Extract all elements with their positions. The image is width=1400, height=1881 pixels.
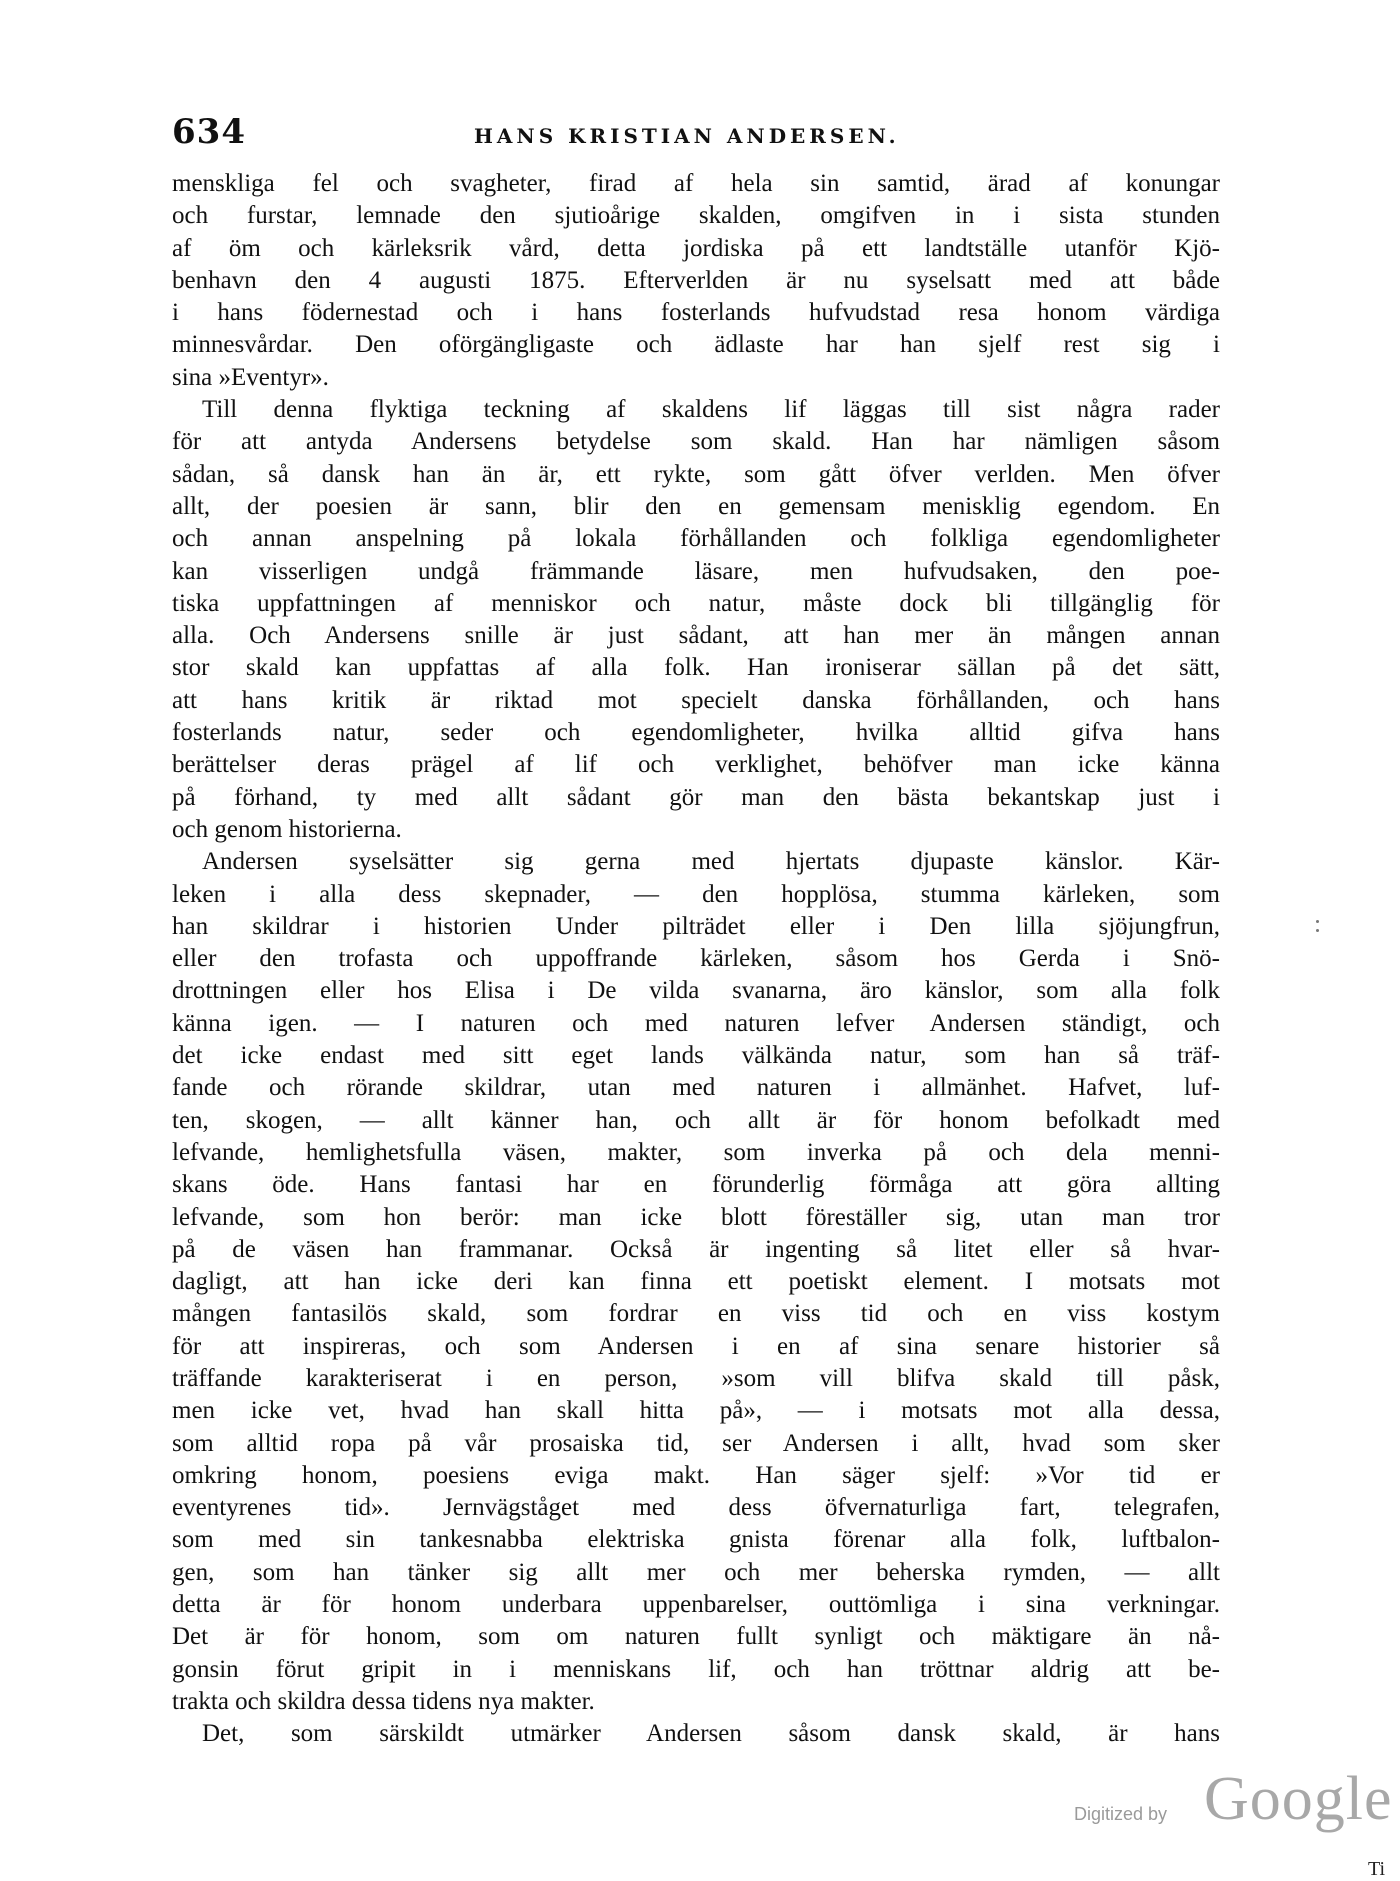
- text-line: gen, som han tänker sig allt mer och mer beherska rymden, — allt: [172, 1558, 1220, 1586]
- text-line: han skildrar i historien Under pilträdet eller i Den lilla sjöjungfrun,: [172, 912, 1220, 940]
- text-line: men icke vet, hvad han skall hitta på», — i motsats mot alla dessa,: [172, 1397, 1220, 1425]
- text-line: Andersen syselsätter sig gerna med hjertats djupaste känslor. Kär-: [202, 848, 1220, 876]
- text-line: det icke endast med sitt eget lands välkända natur, som han så träf-: [172, 1042, 1220, 1070]
- corner-mark: Ti: [1368, 1858, 1386, 1880]
- text-line: att hans kritik är riktad mot specielt danska förhållanden, och hans: [172, 686, 1220, 714]
- text-line: träffande karakteriserat i en person, »som vill blifva skald till påsk,: [172, 1364, 1220, 1392]
- text-line: mången fantasilös skald, som fordrar en viss tid och en viss kostym: [172, 1300, 1220, 1328]
- text-line: kan visserligen undgå främmande läsare, men hufvudsaken, den poe-: [172, 557, 1220, 585]
- text-line: som alltid ropa på vår prosaiska tid, ser Andersen i allt, hvad som sker: [172, 1429, 1220, 1457]
- text-line: trakta och skildra dessa tidens nya makter.: [172, 1687, 595, 1715]
- text-line: eller den trofasta och uppoffrande kärleken, såsom hos Gerda i Snö-: [172, 945, 1220, 973]
- text-line: Till denna flyktiga teckning af skaldens lif läggas till sist några rader: [202, 396, 1220, 424]
- page-header: [172, 112, 1220, 156]
- text-line: som med sin tankesnabba elektriska gnista förenar alla folk, luftbalon-: [172, 1526, 1220, 1554]
- text-line: berättelser deras prägel af lif och verklighet, behöfver man icke känna: [172, 751, 1220, 779]
- text-line: minnesvårdar. Den oförgängligaste och ädlaste har han sjelf rest sig i: [172, 331, 1220, 359]
- text-line: allt, der poesien är sann, blir den en gemensam menisklig egendom. En: [172, 492, 1220, 520]
- text-line: fande och rörande skildrar, utan med naturen i allmänhet. Hafvet, luf-: [172, 1074, 1220, 1102]
- text-line: lefvande, hemlighetsfulla väsen, makter, som inverka på och dela menni-: [172, 1138, 1220, 1166]
- text-line: fosterlands natur, seder och egendomligheter, hvilka alltid gifva hans: [172, 719, 1220, 747]
- text-line: sådan, så dansk han än är, ett rykte, som gått öfver verlden. Men öfver: [172, 460, 1220, 488]
- text-line: af öm och kärleksrik vård, detta jordiska på ett landtställe utanför Kjö-: [172, 234, 1220, 262]
- text-line: detta är för honom underbara uppenbarelser, outtömliga i sina verkningar.: [172, 1591, 1220, 1619]
- text-line: och genom historierna.: [172, 815, 402, 843]
- google-logo: Google: [1204, 1765, 1393, 1833]
- text-line: dagligt, att han icke deri kan finna ett poetiskt element. I motsats mot: [172, 1268, 1220, 1296]
- text-line: på förhand, ty med allt sådant gör man den bästa bekantskap just i: [172, 783, 1220, 811]
- text-line: alla. Och Andersens snille är just sådant, att han mer än mången annan: [172, 622, 1220, 650]
- text-line: tiska uppfattningen af menniskor och natur, måste dock bli tillgänglig för: [172, 589, 1220, 617]
- text-line: gonsin förut gripit in i menniskans lif, och han tröttnar aldrig att be-: [172, 1655, 1220, 1683]
- page-number: 634: [172, 112, 246, 152]
- text-line: Det är för honom, som om naturen fullt synligt och mäktigare än nå-: [172, 1623, 1220, 1651]
- text-line: Det, som särskildt utmärker Andersen såsom dansk skald, är hans: [202, 1720, 1220, 1748]
- watermark-prefix: Digitized by: [1074, 1804, 1168, 1824]
- text-line: drottningen eller hos Elisa i De vilda svanarna, äro känslor, som alla folk: [172, 977, 1220, 1005]
- text-line: omkring honom, poesiens eviga makt. Han säger sjelf: »Vor tid er: [172, 1461, 1220, 1489]
- text-line: i hans födernestad och i hans fosterlands hufvudstad resa honom värdiga: [172, 299, 1220, 327]
- text-line: för att antyda Andersens betydelse som skald. Han har nämligen såsom: [172, 428, 1220, 456]
- text-line: och furstar, lemnade den sjutioårige skalden, omgifven in i sista stunden: [172, 202, 1220, 230]
- text-line: på de väsen han frammanar. Också är ingenting så litet eller så hvar-: [172, 1235, 1220, 1263]
- text-line: skans öde. Hans fantasi har en förunderlig förmåga att göra allting: [172, 1171, 1220, 1199]
- text-line: stor skald kan uppfattas af alla folk. Han ironiserar sällan på det sätt,: [172, 654, 1220, 682]
- google-watermark: [1074, 1765, 1394, 1838]
- text-line: sina »Eventyr».: [172, 363, 329, 391]
- text-line: lefvande, som hon berör: man icke blott föreställer sig, utan man tror: [172, 1203, 1220, 1231]
- stray-mark: [1316, 920, 1319, 942]
- text-line: ten, skogen, — allt känner han, och allt är för honom befolkadt med: [172, 1106, 1220, 1134]
- text-line: leken i alla dess skepnader, — den hopplösa, stumma kärleken, som: [172, 880, 1220, 908]
- text-line: för att inspireras, och som Andersen i en af sina senare historier så: [172, 1332, 1220, 1360]
- text-line: känna igen. — I naturen och med naturen lefver Andersen ständigt, och: [172, 1009, 1220, 1037]
- text-line: benhavn den 4 augusti 1875. Efterverlden är nu syselsatt med att både: [172, 266, 1220, 294]
- text-line: och annan anspelning på lokala förhållanden och folkliga egendomligheter: [172, 525, 1220, 553]
- body-text: [172, 168, 1220, 1751]
- text-line: menskliga fel och svagheter, firad af hela sin samtid, ärad af konungar: [172, 170, 1220, 197]
- text-line: eventyrenes tid». Jernvägståget med dess öfvernaturliga fart, telegrafen,: [172, 1494, 1220, 1522]
- running-head: HANS KRISTIAN ANDERSEN.: [474, 124, 900, 148]
